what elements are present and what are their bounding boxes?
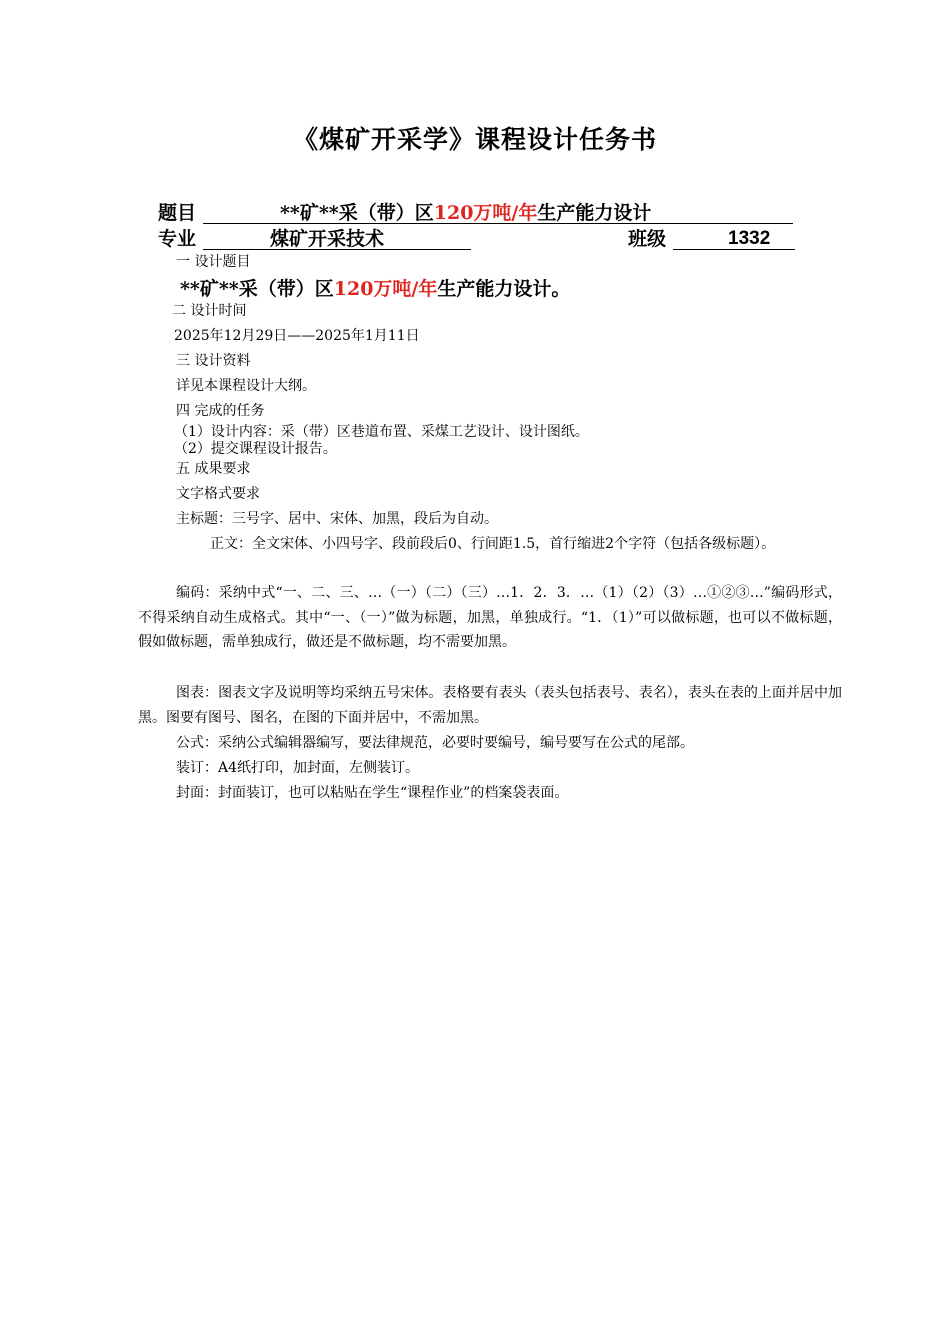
topic-label: 题目 <box>158 202 197 224</box>
major-value: 煤矿开采技术 <box>270 228 385 250</box>
topic-value-part3: 生产能力设计 <box>537 202 652 224</box>
paragraph-body-text: 正文：全文宋体、小四号字、段前段后0、行间距1.5，首行缩进2个字符（包括各级标题）。 <box>210 536 776 552</box>
paragraph-figures: 图表：图表文字及说明等均采纳五号宋体。表格要有表头（表头包括表号、表名），表头在表的上面并居中加黑。图要有图号、图名，在图的下面并居中，不需加黑。 <box>138 685 842 726</box>
section-2-body: 2025年12月29日——2025年1月11日 <box>174 328 420 344</box>
topic-value-capacity: 120万吨/年 <box>433 202 538 224</box>
paragraph-binding: 装订：A4纸打印，加封面，左侧装订。 <box>176 760 420 776</box>
topic-value <box>280 201 651 225</box>
section-5-subheading: 文字格式要求 <box>176 486 260 502</box>
section-5-heading: 五 成果要求 <box>176 461 251 477</box>
section-2-heading: 二 设计时间 <box>172 303 247 319</box>
paragraph-main-title: 主标题：三号字、居中、宋体、加黑，段后为自动。 <box>176 511 498 527</box>
section-1-heading: 一 设计题目 <box>176 254 251 270</box>
class-label: 班级 <box>628 228 667 250</box>
paragraph-formula: 公式：采纳公式编辑器编写，要法律规范，必要时要编号，编号要写在公式的尾部。 <box>176 735 694 751</box>
topic-value-part1: **矿**采（带）区 <box>280 202 434 224</box>
paragraph-numbering: 编码：采纳中式“一、二、三、…（一）（二）（三）…1．2．3．…（1）（2）（3）…①②③…”编码形式，不得采纳自动生成格式。其中“一、（一）”做为标题，加黑，单独成行。“1．（1）”可以做标题，也可以不做标题，假如做标题，需单独成行，做还是不做标题，均不需要加黑。 <box>138 585 842 650</box>
paragraph-cover: 封面：封面装订，也可以粘贴在学生“课程作业”的档案袋表面。 <box>176 785 569 801</box>
major-label: 专业 <box>158 228 197 250</box>
section-1-topic <box>180 274 570 301</box>
section-1-topic-part1: **矿**采（带）区 <box>180 278 334 300</box>
section-1-topic-part3: 生产能力设计。 <box>437 278 571 300</box>
section-3-body: 详见本课程设计大纲。 <box>176 378 316 394</box>
section-4-heading: 四 完成的任务 <box>176 403 265 419</box>
section-4-item-2: （2）提交课程设计报告。 <box>174 441 337 457</box>
section-1-topic-capacity: 120万吨/年 <box>333 278 438 300</box>
document-title: 《煤矿开采学》课程设计任务书 <box>292 125 657 154</box>
section-3-heading: 三 设计资料 <box>176 353 251 369</box>
class-value: 1332 <box>728 228 771 249</box>
section-4-item-1: （1）设计内容：采（带）区巷道布置、采煤工艺设计、设计图纸。 <box>174 424 589 440</box>
